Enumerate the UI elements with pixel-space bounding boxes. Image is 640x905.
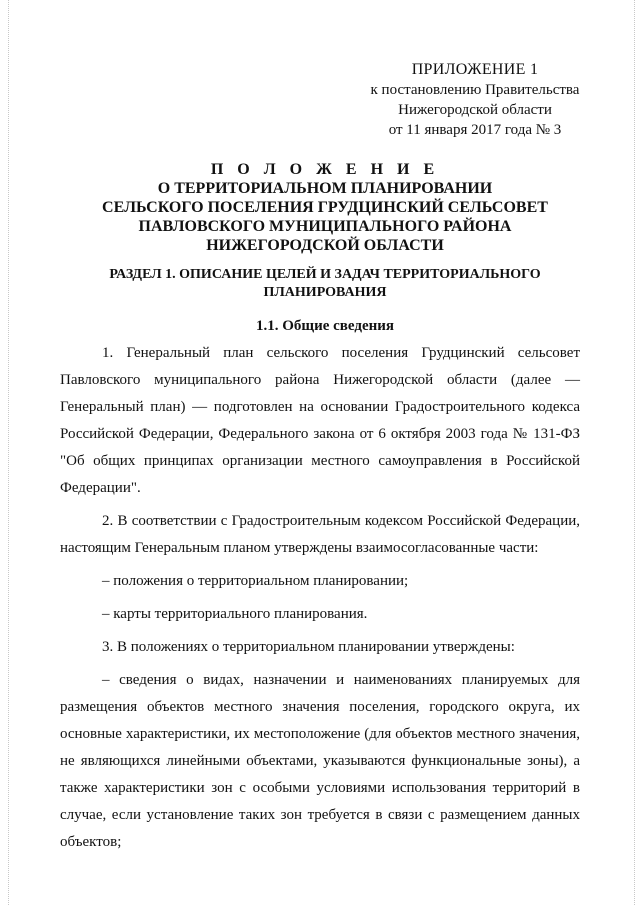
section-heading xyxy=(80,266,570,302)
left-margin-line xyxy=(8,0,10,905)
section-heading-line-1: РАЗДЕЛ 1. ОПИСАНИЕ ЦЕЛЕЙ И ЗАДАЧ ТЕРРИТОРИАЛЬНОГО xyxy=(109,267,541,282)
section-heading-line-2: ПЛАНИРОВАНИЯ xyxy=(263,285,387,300)
appendix-line-3: от 11 января 2017 года № 3 xyxy=(388,122,562,138)
subsection-heading: 1.1. Общие сведения xyxy=(256,318,394,334)
list-item-3: – сведения о видах, назначении и наименованиях планируемых для размещения объектов местного значения поселения, городского округа, их основные характеристики, их местоположение (для объектов местного значения, не являющихся линейными объектами, указываются функциональные зоны), а также характеристики зон с особыми условиями использования территорий в случае, если установление таких зон требуется в связи с размещением данных объектов; xyxy=(60,672,580,850)
appendix-line-2: Нижегородской области xyxy=(398,102,552,118)
paragraph-3: 3. В положениях о территориальном планировании утверждены: xyxy=(102,639,515,655)
title-line-4: ПАВЛОВСКОГО МУНИЦИПАЛЬНОГО РАЙОНА xyxy=(138,218,512,235)
title-line-5: НИЖЕГОРОДСКОЙ ОБЛАСТИ xyxy=(206,237,444,254)
document-title xyxy=(80,160,570,255)
right-margin-line xyxy=(634,0,636,905)
list-item-1: – положения о территориальном планировании; xyxy=(102,573,409,589)
list-item-2: – карты территориального планирования. xyxy=(102,606,368,622)
appendix-header xyxy=(340,60,610,140)
paragraph-1: 1. Генеральный план сельского поселения Грудцинский сельсовет Павловского муниципального района Нижегородской области (далее — Генеральный план) — подготовлен на основании Градостроительного кодекса Российской Федерации, Федерального закона от 6 октября 2003 года № 131-ФЗ "Об общих принципах организации местного самоуправления в Российской Федерации". xyxy=(60,345,580,496)
title-line-2: О ТЕРРИТОРИАЛЬНОМ ПЛАНИРОВАНИИ xyxy=(157,180,493,197)
title-line-1: П О Л О Ж Е Н И Е xyxy=(210,161,440,178)
appendix-title: ПРИЛОЖЕНИЕ 1 xyxy=(411,61,539,78)
title-line-3: СЕЛЬСКОГО ПОСЕЛЕНИЯ ГРУДЦИНСКИЙ СЕЛЬСОВЕТ xyxy=(102,199,548,216)
appendix-line-1: к постановлению Правительства xyxy=(370,82,580,98)
paragraph-2: 2. В соответствии с Градостроительным кодексом Российской Федерации, настоящим Генеральным планом утверждены взаимосогласованные части: xyxy=(60,513,580,556)
body-text xyxy=(60,340,580,862)
